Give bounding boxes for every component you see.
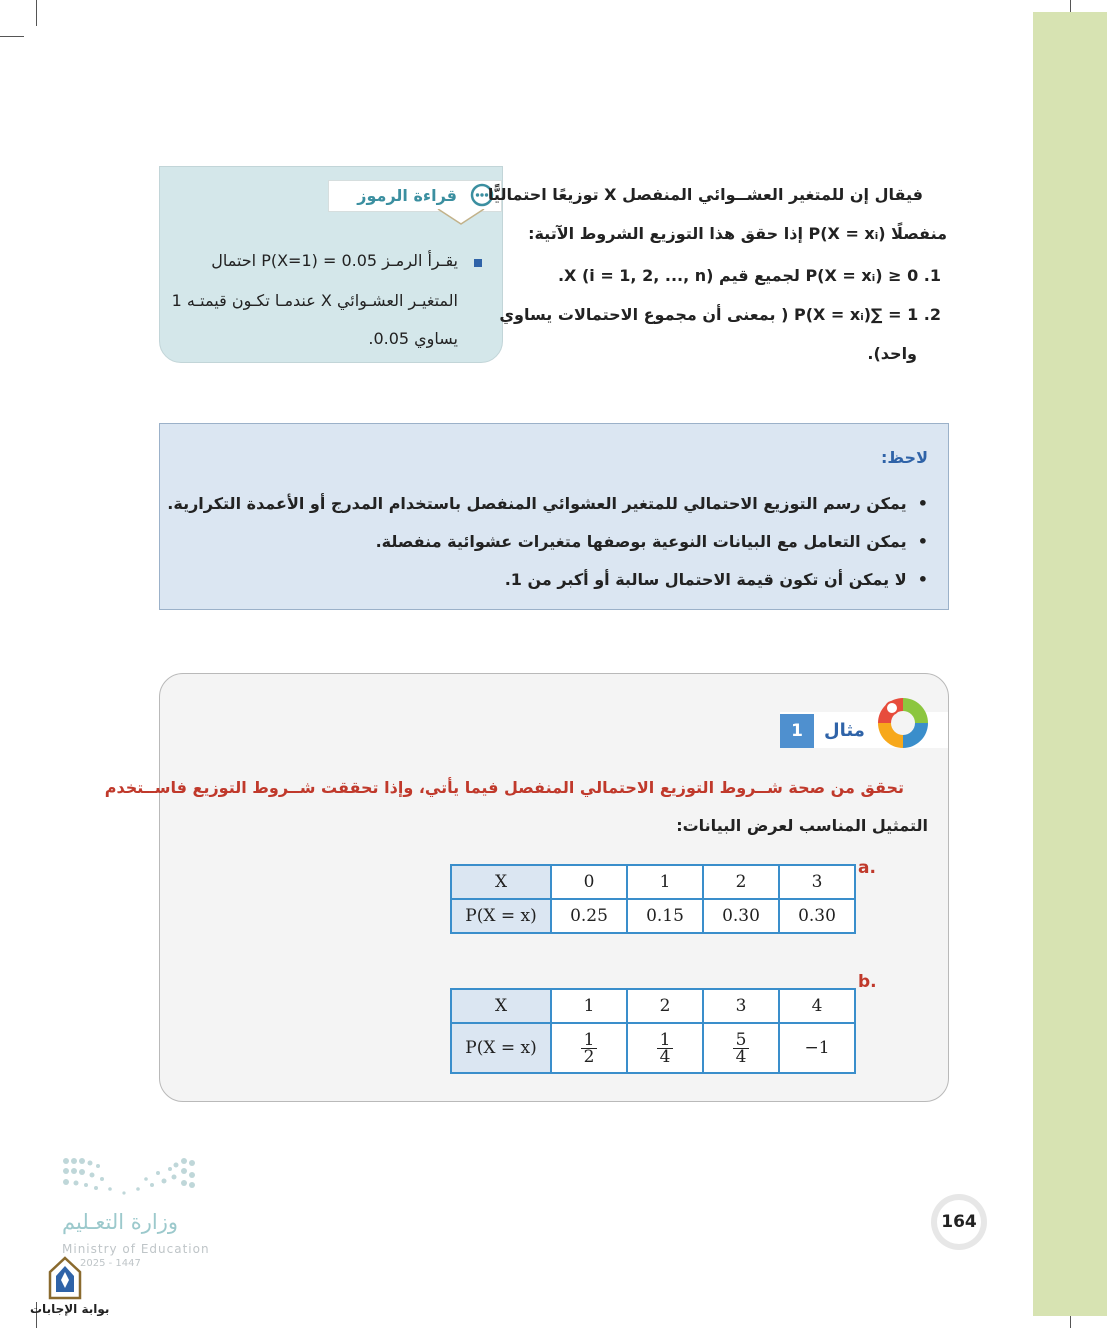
- symbols-reading-box: [159, 166, 503, 363]
- bullet-square: [474, 259, 482, 267]
- table-cell-fraction: [703, 1023, 779, 1073]
- table-cell: 1: [627, 865, 703, 899]
- table-cell: 3: [779, 865, 855, 899]
- table-cell: 0.15: [627, 899, 703, 933]
- pie-chart-icon: [872, 692, 934, 754]
- ministry-year: 2025 - 1447: [80, 1258, 141, 1269]
- table-cell: 2: [627, 989, 703, 1023]
- portal-lantern-icon: [46, 1256, 84, 1300]
- note-item: • يمكن التعامل مع البيانات النوعية بوصفها متغيرات عشوائية منفصلة.: [375, 532, 928, 551]
- definition-line-2: منفصلًا P(X = xᵢ) إذا حقق هذا التوزيع الشروط الآتية:: [528, 224, 947, 243]
- ministry-name-english: Ministry of Education: [62, 1242, 210, 1256]
- header-pointer: [436, 209, 486, 227]
- table-cell: 3: [703, 989, 779, 1023]
- table-cell-fraction: [551, 1023, 627, 1073]
- table-cell: 0.30: [779, 899, 855, 933]
- example-instruction-2: التمثيل المناسب لعرض البيانات:: [676, 816, 928, 835]
- fraction: $\frac{1}{4}$: [657, 1032, 674, 1065]
- table-header-x: X: [451, 989, 551, 1023]
- crop-mark: [0, 36, 24, 37]
- crop-mark: [36, 0, 37, 26]
- note-title: لاحظ:: [881, 448, 928, 467]
- page-number-badge: [931, 1194, 987, 1250]
- distribution-table-b: [450, 988, 856, 1074]
- table-cell: 0.25: [551, 899, 627, 933]
- table-cell: −1: [779, 1023, 855, 1073]
- ministry-name-arabic: وزارة التعـليم: [62, 1210, 179, 1234]
- table-header-p: P(X = x): [451, 1023, 551, 1073]
- table-cell: 1: [551, 989, 627, 1023]
- condition-1: 1. 0 ≤ P(X = xᵢ) لجميع قيم X (i = 1, 2, ..., n).: [557, 266, 941, 285]
- ministry-dots-logo: [62, 1155, 198, 1199]
- fraction: $\frac{1}{2}$: [581, 1032, 598, 1065]
- table-cell: 2: [703, 865, 779, 899]
- table-cell-fraction: [627, 1023, 703, 1073]
- portal-name: بوابة الإجابات: [30, 1302, 110, 1316]
- page-side-band: [1033, 12, 1107, 1316]
- table-header-x: X: [451, 865, 551, 899]
- table-header-p: P(X = x): [451, 899, 551, 933]
- condition-2-cont: واحد).: [867, 344, 917, 363]
- part-a-label: a.: [858, 858, 876, 878]
- symbols-header: [328, 180, 502, 212]
- definition-line-1: فيقال إن للمتغير العشــوائي المنفصل X توزيعًا احتماليًّا: [487, 185, 923, 204]
- example-number: 1: [780, 714, 814, 748]
- example-box: [104, 673, 949, 1102]
- table-cell: 0: [551, 865, 627, 899]
- page-number: 164: [937, 1200, 981, 1244]
- distribution-table-a: [450, 864, 856, 934]
- symbols-line-1: يقـرأ الرمـز P(X=1) = 0.05 احتمال: [211, 251, 458, 270]
- note-item: • يمكن رسم التوزيع الاحتمالي للمتغير العشوائي المنفصل باستخدام المدرج أو الأعمدة التكرارية.: [167, 494, 928, 513]
- symbols-line-3: يساوي 0.05.: [368, 329, 458, 348]
- symbols-title: قراءة الرموز: [357, 186, 457, 205]
- example-instruction-1: تحقق من صحة شــروط التوزيع الاحتمالي المنفصل فيما يأتي، وإذا تحققت شــروط التوزيع فاســتخدم: [104, 778, 904, 797]
- table-cell: 4: [779, 989, 855, 1023]
- example-label: مثال: [824, 720, 865, 741]
- part-b-label: b.: [858, 972, 877, 992]
- table-cell: 0.30: [703, 899, 779, 933]
- fraction: $\frac{5}{4}$: [733, 1032, 750, 1065]
- note-box: [159, 423, 949, 610]
- symbols-line-2: المتغيـر العشـوائي X عندمـا تكـون قيمتـه 1: [171, 291, 458, 310]
- note-item: • لا يمكن أن تكون قيمة الاحتمال سالبة أو أكبر من 1.: [504, 570, 928, 589]
- condition-2: 2. 1 = ∑P(X = xᵢ) ( بمعنى أن مجموع الاحتمالات يساوي: [499, 305, 941, 324]
